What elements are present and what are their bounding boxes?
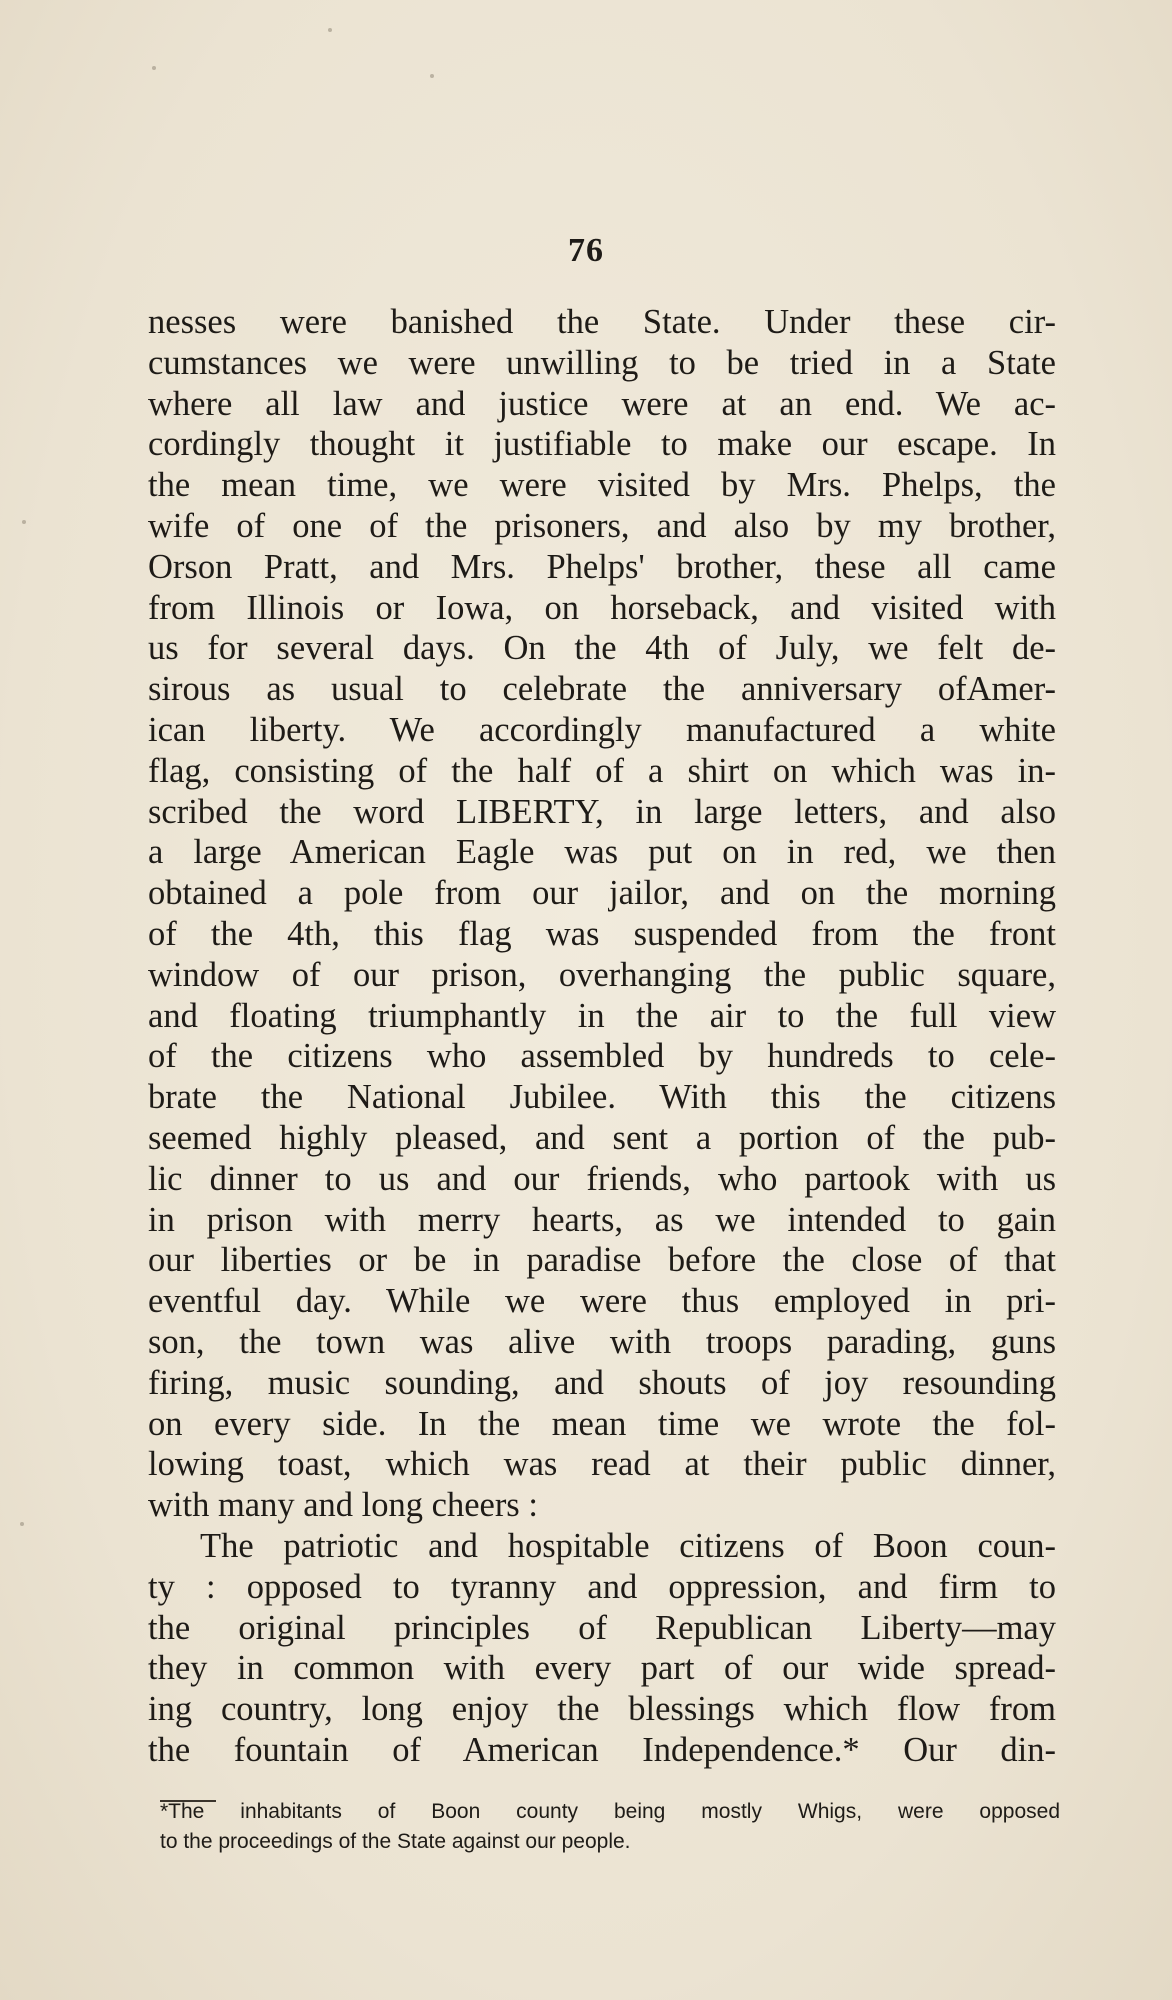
paper-speck bbox=[22, 520, 26, 524]
text-line: ty : opposed to tyranny and oppression, and firm to bbox=[148, 1567, 1056, 1606]
text-line: a large American Eagle was put on in red, we then bbox=[148, 833, 1056, 872]
text-line: where all law and justice were at an end. We ac- bbox=[148, 384, 1056, 423]
text-line: cumstances we were unwilling to be tried in a State bbox=[148, 343, 1056, 382]
text-line: from Illinois or Iowa, on horseback, and visited with bbox=[148, 588, 1056, 627]
footnote-line: to the proceedings of the State against our people. bbox=[160, 1830, 631, 1853]
text-line: brate the National Jubilee. With this the citizens bbox=[148, 1078, 1056, 1117]
text-line: ican liberty. We accordingly manufactured a white bbox=[148, 710, 1056, 749]
text-line: us for several days. On the 4th of July, we felt de- bbox=[148, 629, 1056, 668]
text-line: the mean time, we were visited by Mrs. Phelps, the bbox=[148, 466, 1056, 505]
text-line: eventful day. While we were thus employed in pri- bbox=[148, 1282, 1056, 1321]
text-line: ing country, long enjoy the blessings which flow from bbox=[148, 1690, 1056, 1729]
text-line: with many and long cheers : bbox=[148, 1486, 538, 1525]
text-line: firing, music sounding, and shouts of joy resounding bbox=[148, 1363, 1056, 1402]
text-line: our liberties or be in paradise before the close of that bbox=[148, 1241, 1056, 1280]
text-line: scribed the word LIBERTY, in large letters, and also bbox=[148, 792, 1056, 831]
text-line: seemed highly pleased, and sent a portion of the pub- bbox=[148, 1118, 1056, 1157]
text-line: in prison with merry hearts, as we intended to gain bbox=[148, 1200, 1056, 1239]
text-line: and floating triumphantly in the air to the full view bbox=[148, 996, 1056, 1035]
text-line: nesses were banished the State. Under these cir- bbox=[148, 303, 1056, 341]
text-line: obtained a pole from our jailor, and on the morning bbox=[148, 874, 1056, 913]
text-line: Orson Pratt, and Mrs. Phelps' brother, these all came bbox=[148, 547, 1056, 586]
text-line: the fountain of American Independence.* Our din- bbox=[148, 1730, 1056, 1769]
text-line: the original principles of Republican Liberty—may bbox=[148, 1608, 1056, 1647]
text-line: sirous as usual to celebrate the anniversary ofAmer- bbox=[148, 670, 1056, 709]
text-line: lowing toast, which was read at their public dinner, bbox=[148, 1445, 1056, 1484]
paper-speck bbox=[20, 1522, 24, 1526]
body-text bbox=[148, 302, 1056, 1771]
text-line: of the 4th, this flag was suspended from the front bbox=[148, 914, 1056, 953]
text-line: window of our prison, overhanging the public square, bbox=[148, 955, 1056, 994]
footnote-line: *The inhabitants of Boon county being mostly Whigs, were opposed bbox=[160, 1800, 1060, 1823]
text-line: The patriotic and hospitable citizens of Boon coun- bbox=[200, 1526, 1056, 1565]
paper-speck bbox=[328, 28, 332, 32]
text-line: of the citizens who assembled by hundreds to cele- bbox=[148, 1037, 1056, 1076]
text-line: cordingly thought it justifiable to make our escape. In bbox=[148, 425, 1056, 464]
text-line: on every side. In the mean time we wrote the fol- bbox=[148, 1404, 1056, 1443]
page-number: 76 bbox=[568, 232, 604, 269]
text-line: wife of one of the prisoners, and also by my brother, bbox=[148, 506, 1056, 545]
text-line: lic dinner to us and our friends, who partook with us bbox=[148, 1159, 1056, 1198]
paper-speck bbox=[152, 66, 156, 70]
paper-speck bbox=[430, 74, 434, 78]
footnote bbox=[160, 1797, 1060, 1857]
text-line: they in common with every part of our wide spread- bbox=[148, 1649, 1056, 1688]
text-line: son, the town was alive with troops parading, guns bbox=[148, 1322, 1056, 1361]
text-line: flag, consisting of the half of a shirt on which was in- bbox=[148, 751, 1056, 790]
